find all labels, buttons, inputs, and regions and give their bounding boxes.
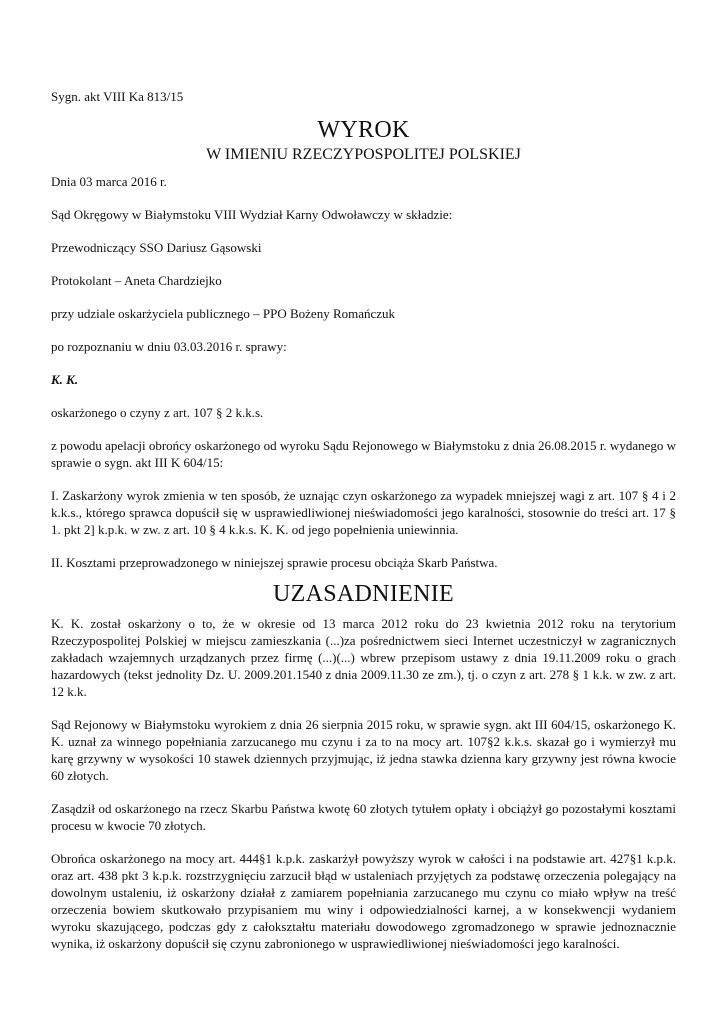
appeal-line: z powodu apelacji obrońcy oskarżonego od wyroku Sądu Rejonowego w Białymstoku z dnia 26.08.2015 r. wydanego w sprawie o sygn. akt III K 604/15: xyxy=(51,438,676,470)
document-page xyxy=(51,88,676,968)
date-line: Dnia 03 marca 2016 r. xyxy=(51,174,167,189)
justification-paragraph-3: Zasądził od oskarżonego na rzecz Skarbu Państwa kwotę 60 złotych tytułem opłaty i obciążył go pozostałymi kosztami procesu w kwocie 70 złotych. xyxy=(51,801,676,833)
document-title: WYROK xyxy=(317,117,410,143)
charge-line: oskarżonego o czyny z art. 107 § 2 k.k.s. xyxy=(51,405,264,420)
justification-title: UZASADNIENIE xyxy=(273,581,454,607)
justification-paragraph-4: Obrońca oskarżonego na mocy art. 444§1 k.p.k. zaskarżył powyższy wyrok w całości i na podstawie art. 427§1 k.p.k. oraz art. 438 pkt 3 k.p.k. rozstrzygnięciu zarzucił błąd w ustaleniach przyjętych za podstawę orzeczenia polegający na dowolnym ustaleniu, iż oskarżony działał z zamiarem popełniania zarzucanego mu czynu co miało wpływ na treść orzeczenia bowiem skutkowało przypisaniem mu winy i odpowiedzialności karnej, a w konsekwencji wydaniem wyroku skazującego, podczas gdy z całokształtu materiału dowodowego zgromadzonego w sprawie jednoznacznie wynika, iż oskarżony dopuścił się czynu zabronionego w usprawiedliwionej nieświadomości jego karalności. xyxy=(51,851,676,951)
defendant-name: K. K. xyxy=(51,372,79,387)
ruling-point-2: II. Kosztami przeprowadzonego w niniejszej sprawie procesu obciąża Skarb Państwa. xyxy=(51,555,498,570)
clerk-line: Protokolant – Aneta Chardziejko xyxy=(51,273,222,288)
hearing-line: po rozpoznaniu w dniu 03.03.2016 r. sprawy: xyxy=(51,339,287,354)
court-line: Sąd Okręgowy w Białymstoku VIII Wydział Karny Odwoławczy w składzie: xyxy=(51,207,453,222)
document-subtitle: W IMIENIU RZECZYPOSPOLITEJ POLSKIEJ xyxy=(206,146,521,163)
ruling-point-1: I. Zaskarżony wyrok zmienia w ten sposób, że uznając czyn oskarżonego za wypadek mniejszej wagi z art. 107 § 4 i 2 k.k.s., którego sprawca dopuścił się w usprawiedliwionej nieświadomości jego karalności, stosownie do treści art. 17 § 1. pkt 2] k.p.k. w zw. z art. 10 § 4 k.k.s. K. K. od jego popełnienia uniewinnia. xyxy=(51,488,676,537)
justification-paragraph-2: Sąd Rejonowy w Białymstoku wyrokiem z dnia 26 sierpnia 2015 roku, w sprawie sygn. akt III 604/15, oskarżonego K. K. uznał za winnego popełniania zarzucanego mu czynu i za to na mocy art. 107§2 k.k.s. skazał go i wymierzył mu karę grzywny w wysokości 10 stawek dziennych przyjmując, iż jedna stawka dzienna kary grzywny jest równa kwocie 60 złotych. xyxy=(51,717,676,783)
case-signature: Sygn. akt VIII Ka 813/15 xyxy=(51,89,184,104)
justification-paragraph-1: K. K. został oskarżony o to, że w okresie od 13 marca 2012 roku do 23 kwietnia 2012 roku na terytorium Rzeczypospolitej Polskiej w miejscu zamieszkania (...)za pośrednictwem sieci Internet uczestniczył w zagranicznych zakładach wzajemnych urządzanych przez firmę (...)(...) wbrew przepisom ustawy z dnia 19.11.2009 roku o grach hazardowych (tekst jednolity Dz. U. 2009.201.1540 z dnia 2009.11.30 ze zm.), tj. o czyn z art. 278 § 1 k.k. w zw. z art. 12 k.k. xyxy=(51,616,676,699)
prosecutor-line: przy udziale oskarżyciela publicznego – PPO Bożeny Romańczuk xyxy=(51,306,396,321)
chair-line: Przewodniczący SSO Dariusz Gąsowski xyxy=(51,240,262,255)
